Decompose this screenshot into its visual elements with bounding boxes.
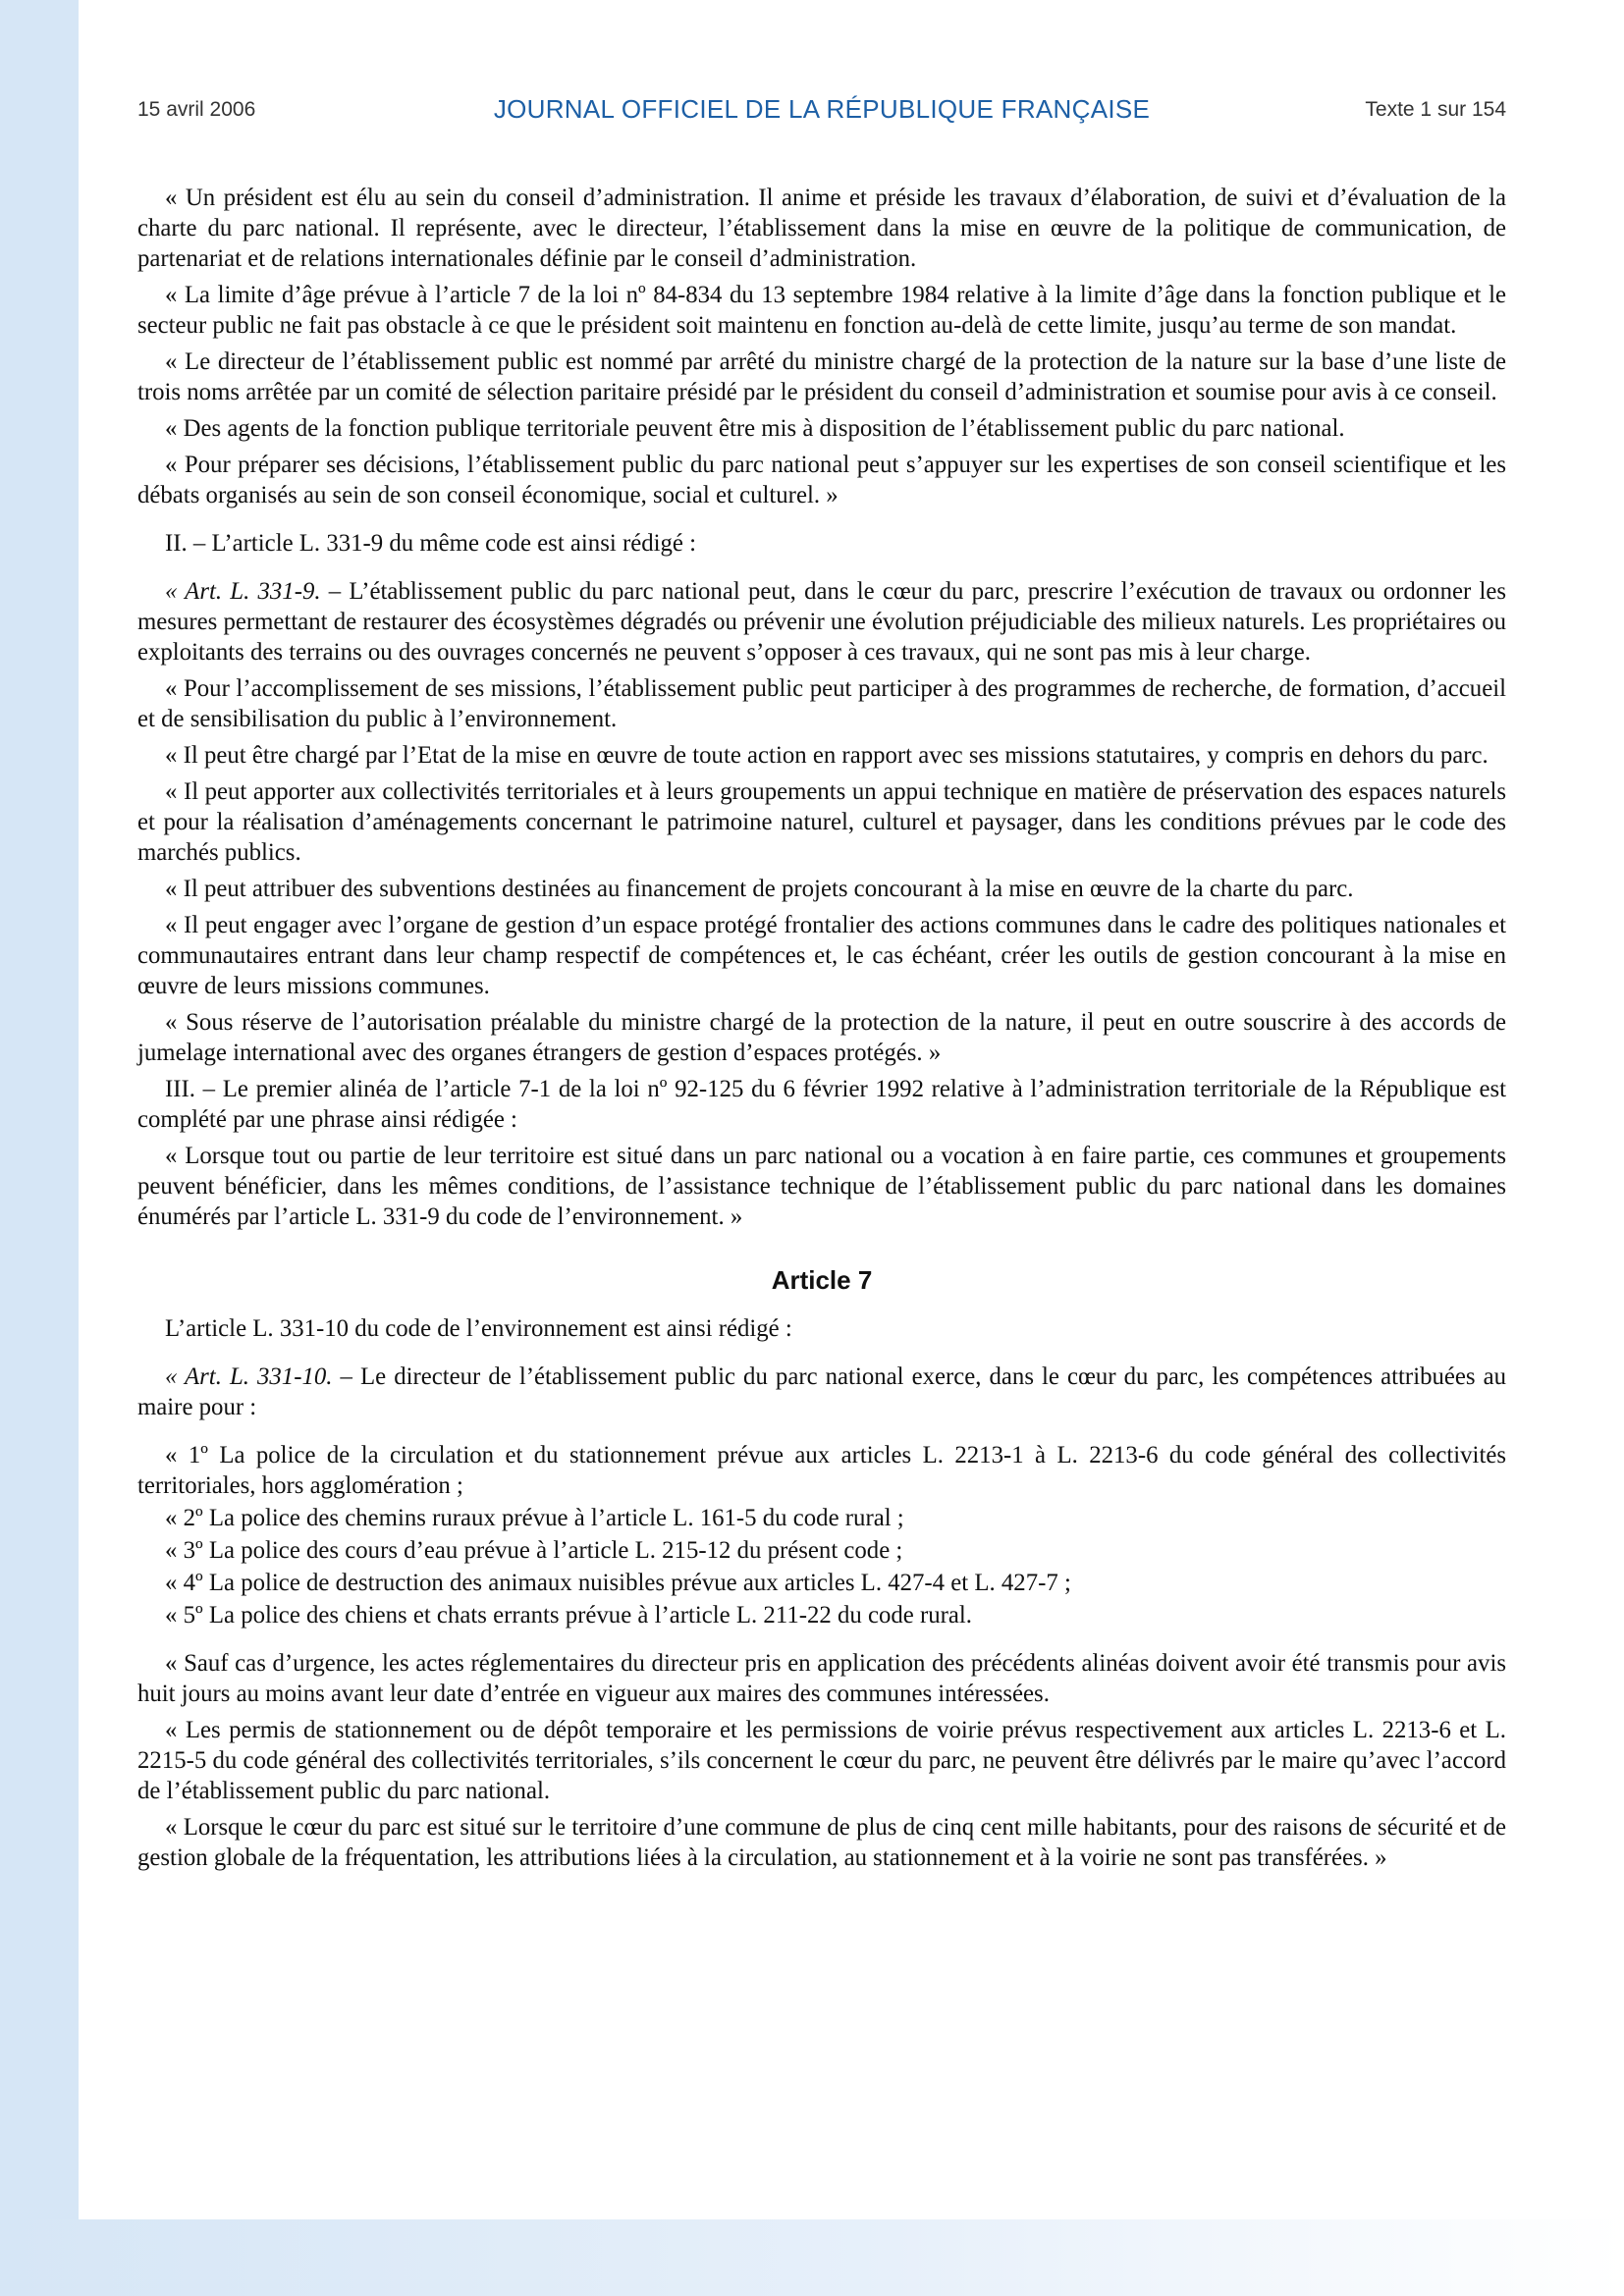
paragraph: « Sauf cas d’urgence, les actes réglementaires du directeur pris en application des précédents alinéas doivent avoir été transmis pour avis huit jours au moins avant leur date d’entrée en vigueur aux maires des communes intéressées. [137,1650,1506,1707]
paragraph: « Les permis de stationnement ou de dépôt temporaire et les permissions de voirie prévus respectivement aux articles L. 2213-6 et L. 2215-5 du code général des collectivités territoriales, s’ils concernent le cœur du parc, ne peuvent être délivrés par le maire qu’avec l’accord de l’établissement public du parc national. [137,1717,1506,1804]
paragraph-text: – Le directeur de l’établissement public du parc national exerce, dans le cœur du parc, les compétences attribuées au maire pour : [137,1363,1507,1420]
list-item: « 2º La police des chemins ruraux prévue à l’article L. 161-5 du code rural ; [165,1505,904,1531]
paragraph: « Le directeur de l’établissement public est nommé par arrêté du ministre chargé de la protection de la nature sur la base d’une liste de trois noms arrêtée par un comité de sélection paritaire présidé par le président du conseil d’administration et soumise pour avis à ce conseil. [137,348,1506,405]
page-reference: Texte 1 sur 154 [1365,98,1506,121]
publication-date: 15 avril 2006 [137,98,256,121]
list-item: « 1º La police de la circulation et du stationnement prévue aux articles L. 2213-1 à L. 2213-6 du code général des collectivités territoriales, hors agglomération ; [137,1442,1506,1499]
article-reference: « Art. L. 331-9. [165,578,321,605]
paragraph: « Sous réserve de l’autorisation préalable du ministre chargé de la protection de la nature, il peut en outre souscrire à des accords de jumelage international avec des organes étrangers de gestion d’espaces protégés. » [137,1009,1506,1066]
paragraph: « Un président est élu au sein du conseil d’administration. Il anime et préside les travaux d’élaboration, de suivi et d’évaluation de la charte du parc national. Il représente, avec le directeur, l’établissement dans la mise en œuvre de la politique de communication, de partenariat et de relations internationales définie par le conseil d’administration. [137,185,1506,272]
paragraph: « Lorsque tout ou partie de leur territoire est situé dans un parc national ou a vocation à en faire partie, ces communes et groupements peuvent bénéficier, dans les mêmes conditions, de l’assistance technique de l’établissement public du parc national dans les domaines énumérés par l’article L. 331-9 du code de l’environnement. » [137,1143,1506,1230]
paragraph: « Il peut apporter aux collectivités territoriales et à leurs groupements un appui technique en matière de préservation des espaces naturels et pour la réalisation d’aménagements concernant le patrimoine naturel, culturel et paysager, dans les conditions prévues par le code des marchés publics. [137,778,1506,866]
paragraph: « Lorsque le cœur du parc est situé sur le territoire d’une commune de plus de cinq cent mille habitants, pour des raisons de sécurité et de gestion globale de la fréquentation, les attributions liées à la circulation, au stationnement et à la voirie ne sont pas transférées. » [137,1814,1506,1871]
list-item: « 4º La police de destruction des animaux nuisibles prévue aux articles L. 427-4 et L. 427-7 ; [165,1570,1071,1596]
paragraph: « Pour l’accomplissement de ses missions, l’établissement public peut participer à des programmes de recherche, de formation, d’accueil et de sensibilisation du public à l’environnement. [137,675,1506,732]
paragraph: II. – L’article L. 331-9 du même code est ainsi rédigé : [165,530,696,557]
bottom-margin-band [0,2219,1624,2296]
list-item: « 5º La police des chiens et chats errants prévue à l’article L. 211-22 du code rural. [165,1602,972,1629]
article-heading: Article 7 [771,1265,873,1295]
paragraph: « Il peut être chargé par l’Etat de la mise en œuvre de toute action en rapport avec ses missions statutaires, y compris en dehors du parc. [165,742,1489,769]
paragraph: « Des agents de la fonction publique territoriale peuvent être mis à disposition de l’établissement public du parc national. [165,415,1345,442]
paragraph: « Pour préparer ses décisions, l’établissement public du parc national peut s’appuyer sur les expertises de son conseil scientifique et les débats organisés au sein de son conseil économique, social et culturel. » [137,452,1506,508]
paragraph-text: – L’établissement public du parc national peut, dans le cœur du parc, prescrire l’exécution de travaux ou ordonner les mesures permettant de restaurer des écosystèmes dégradés ou prévenir une évolution préjudiciable des milieux naturels. Les propriétaires ou exploitants des terrains ou des ouvrages concernés ne peuvent s’opposer à ces travaux, qui ne sont pas mis à leur charge. [137,578,1507,666]
page-header [137,92,1506,132]
paragraph: « Il peut engager avec l’organe de gestion d’un espace protégé frontalier des actions communes dans le cadre des politiques nationales et communautaires entrant dans leur champ respectif de compétences et, le cas échéant, créer les outils de gestion concourant à la mise en œuvre de leurs missions communes. [137,912,1506,999]
paragraph [137,1362,1506,1422]
journal-title: JOURNAL OFFICIEL DE LA RÉPUBLIQUE FRANÇAISE [493,94,1151,124]
document-body [137,183,1506,1879]
left-margin-band [0,0,79,2296]
article-reference: « Art. L. 331-10. [165,1363,333,1390]
paragraph: « Il peut attribuer des subventions destinées au financement de projets concourant à la mise en œuvre de la charte du parc. [165,876,1354,902]
paragraph: III. – Le premier alinéa de l’article 7-1 de la loi nº 92-125 du 6 février 1992 relative à l’administration territoriale de la République est complété par une phrase ainsi rédigée : [137,1076,1506,1133]
paragraph: L’article L. 331-10 du code de l’environnement est ainsi rédigé : [165,1315,792,1342]
list-item: « 3º La police des cours d’eau prévue à l’article L. 215-12 du présent code ; [165,1537,903,1564]
paragraph: « La limite d’âge prévue à l’article 7 de la loi nº 84-834 du 13 septembre 1984 relative à la limite d’âge dans la fonction publique et le secteur public ne fait pas obstacle à ce que le président soit maintenu en fonction au-delà de cette limite, jusqu’au terme de son mandat. [137,282,1506,339]
paragraph [137,576,1506,667]
